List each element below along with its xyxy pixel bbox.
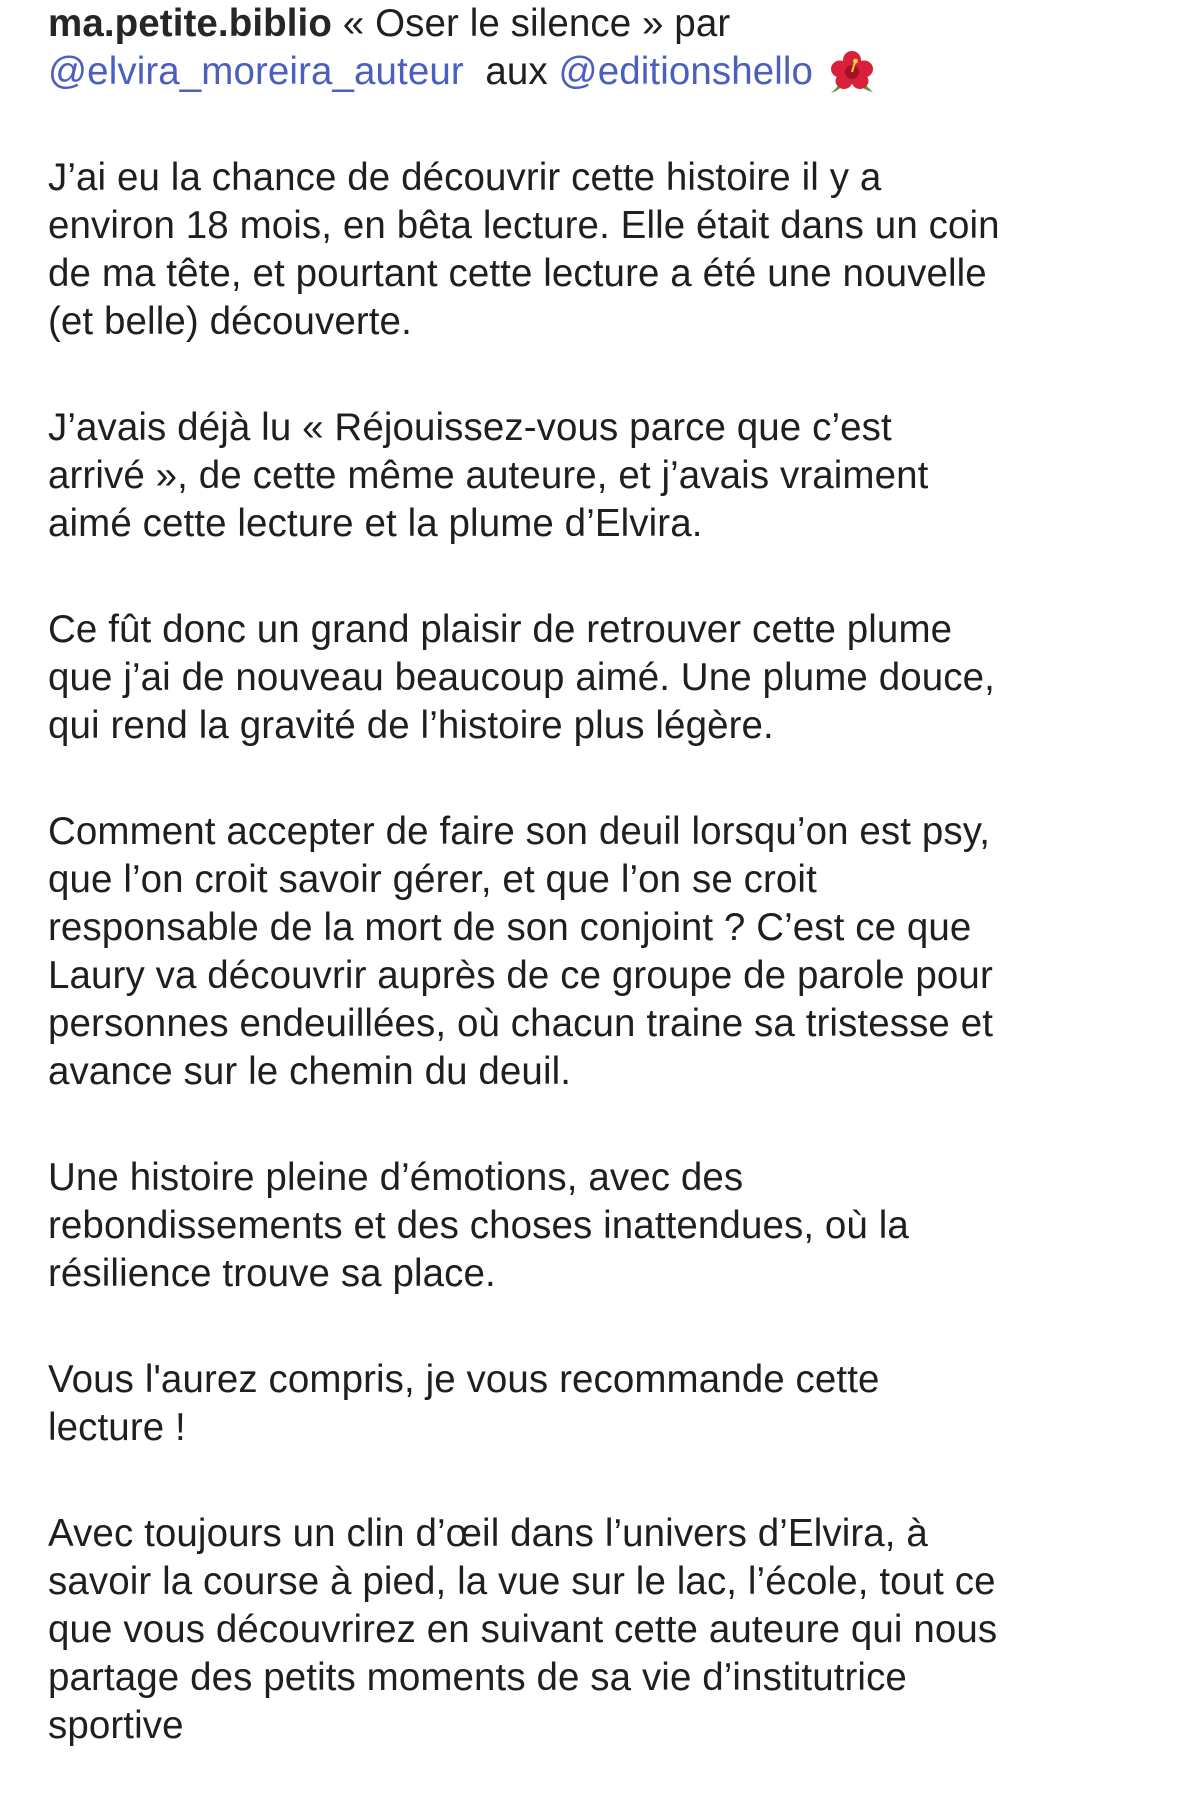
- hibiscus-icon: [825, 50, 879, 96]
- paragraph-2: J’avais déjà lu « Réjouissez-vous parce que c’est arrivé », de cette même auteure, et j’avais vraiment aimé cette lecture et la plume d’Elvira.: [48, 406, 929, 545]
- caption-header: [48, 0, 1138, 96]
- paragraph-7: Avec toujours un clin d’œil dans l’univers d’Elvira, à savoir la course à pied, la vue sur le lac, l’école, tout ce que vous découvrirez en suivant cette auteure qui nous partage des petits moments de sa vie d’institutrice sportive: [48, 1512, 998, 1747]
- username-link[interactable]: ma.petite.biblio: [48, 2, 332, 45]
- caption-header-line-2: [48, 48, 1138, 96]
- paragraph-5: Une histoire pleine d’émotions, avec des rebondissements et des choses inattendues, où la résilience trouve sa place.: [48, 1156, 909, 1295]
- mention-publisher-link[interactable]: @editionshello: [558, 50, 814, 93]
- caption-header-line-1: [48, 0, 1138, 48]
- mention-author-link[interactable]: @elvira_moreira_auteur: [48, 50, 464, 93]
- paragraph-4: Comment accepter de faire son deuil lorsqu’on est psy, que l’on croit savoir gérer, et que l’on se croit responsable de la mort de son conjoint ? C’est ce que Laury va découvrir auprès de ce groupe de parole pour personnes endeuillées, où chacun traine sa tristesse et avance sur le chemin du deuil.: [48, 810, 994, 1093]
- post-caption: [48, 0, 1138, 1750]
- paragraph-1: J’ai eu la chance de découvrir cette histoire il y a environ 18 mois, en bêta lecture. Elle était dans un coin de ma tête, et pourtant cette lecture a été une nouvelle (et belle) découverte.: [48, 156, 1000, 343]
- paragraph-6: Vous l'aurez compris, je vous recommande cette lecture !: [48, 1358, 880, 1449]
- paragraph-3: Ce fût donc un grand plaisir de retrouver cette plume que j’ai de nouveau beaucoup aimé. Une plume douce, qui rend la gravité de l’histoire plus légère.: [48, 608, 995, 747]
- title-text: « Oser le silence » par: [342, 2, 731, 45]
- aux-text: aux: [485, 50, 548, 93]
